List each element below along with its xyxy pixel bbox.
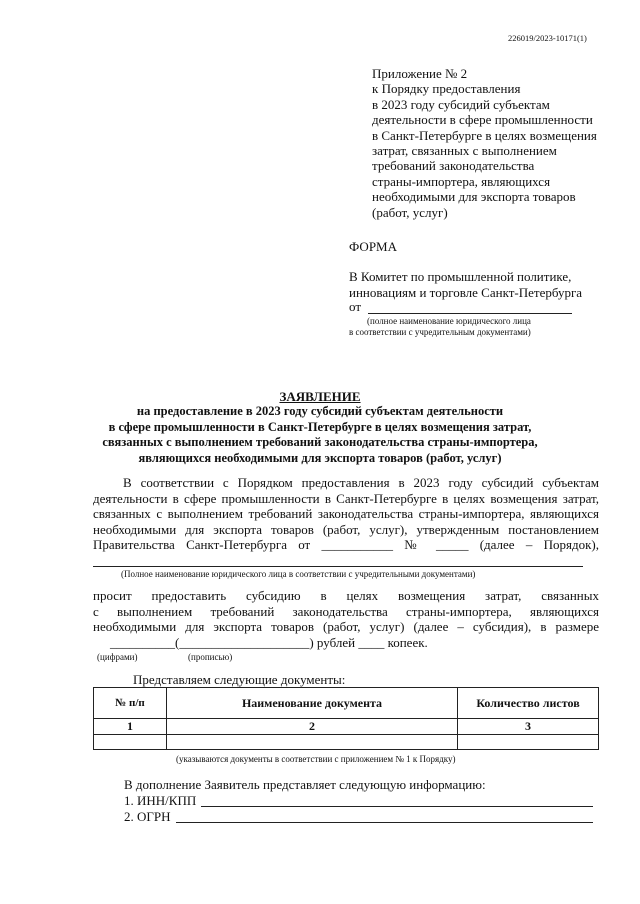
column-number-1: 1: [94, 719, 167, 735]
item-label: ИНН/КПП: [137, 793, 197, 808]
appendix-block: [372, 66, 597, 220]
addressee-from-label: от: [349, 299, 362, 314]
body-line: связанных с выполнением требований законодательства страны-импортера, являющихся: [93, 506, 599, 521]
subtitle-line: на предоставление в 2023 году субсидий субъектам деятельности: [136, 404, 504, 418]
entity-name-hint: (Полное наименование юридического лица в соответствии с учредительными документами): [121, 569, 476, 579]
subtitle-line: в сфере промышленности в Санкт-Петербурге в целях возмещения затрат,: [108, 419, 532, 434]
documents-intro: Представляем следующие документы:: [133, 672, 346, 687]
document-number: 226019/2023-10171(1): [508, 33, 587, 43]
body-line: просит предоставить субсидию в целях возмещения затрат, связанных: [93, 588, 599, 603]
item-ogrn: [124, 809, 171, 824]
ogrn-field[interactable]: [176, 822, 593, 823]
amount-words-hint: (прописью): [188, 652, 233, 662]
item-label: ОГРН: [137, 809, 171, 824]
addressee-line-2: инновациям и торговле Санкт-Петербурга: [349, 285, 583, 300]
body-paragraph-1: [93, 475, 599, 553]
appendix-line: требований законодательства: [372, 158, 535, 174]
addressee-hint-1: (полное наименование юридического лица: [367, 316, 531, 326]
appendix-line: (работ, услуг): [372, 204, 448, 220]
table-cell[interactable]: [94, 735, 167, 750]
appendix-line: к Порядку предоставления: [372, 81, 521, 97]
extra-info-intro: В дополнение Заявитель представляет следующую информацию:: [124, 777, 486, 792]
amount-digits-hint: (цифрами): [97, 652, 138, 662]
item-number: 1.: [124, 793, 134, 808]
body-line: с выполнением требований законодательства страны-импортера, являющихся: [93, 603, 599, 619]
body-line: В соответствии с Порядком предоставления в 2023 году субсидий субъектам: [123, 475, 599, 490]
statement-title: ЗАЯВЛЕНИЕ: [279, 389, 361, 404]
table-header-row: [94, 688, 599, 719]
addressee-from-field[interactable]: [368, 313, 572, 314]
documents-table: [93, 687, 599, 750]
subtitle-line: являющихся необходимыми для экспорта товаров (работ, услуг): [138, 450, 502, 465]
header-document-name: Наименование документа: [167, 688, 458, 719]
entity-name-field[interactable]: [93, 566, 583, 567]
header-number: № п/п: [94, 688, 167, 719]
table-row[interactable]: [94, 735, 599, 750]
inn-kpp-field[interactable]: [201, 806, 593, 807]
amount-line: __________(____________________) рублей ____ копеек.: [110, 634, 428, 650]
header-sheet-count: Количество листов: [458, 688, 599, 719]
statement-subtitle: [80, 404, 560, 466]
body-line: деятельности в сфере промышленности в Санкт-Петербурге в целях возмещения затрат,: [93, 490, 599, 506]
appendix-line: в Санкт-Петербурге в целях возмещения: [372, 127, 597, 143]
appendix-line: в 2023 году субсидий субъектам: [372, 96, 550, 112]
appendix-line: необходимыми для экспорта товаров: [372, 189, 576, 205]
item-inn-kpp: [124, 793, 196, 808]
column-number-2: 2: [167, 719, 458, 735]
appendix-line: затрат, связанных с выполнением: [372, 143, 557, 159]
table-cell[interactable]: [167, 735, 458, 750]
addressee-line-1: В Комитет по промышленной политике,: [349, 269, 572, 284]
subtitle-line: связанных с выполнением требований законодательства страны-импортера,: [102, 435, 538, 449]
table-number-row: [94, 719, 599, 735]
table-note: (указываются документы в соответствии с приложением № 1 к Порядку): [176, 754, 456, 764]
appendix-line: Приложение № 2: [372, 66, 468, 81]
appendix-line: деятельности в сфере промышленности: [372, 112, 593, 128]
table-cell[interactable]: [458, 735, 599, 750]
body-line: необходимыми для экспорта товаров (работ, услуг) (далее – субсидия), в размере: [93, 619, 599, 634]
appendix-line: страны-импортера, являющихся: [372, 173, 551, 189]
body-line: необходимыми для экспорта товаров (работ, услуг), утвержденным постановлением: [93, 521, 599, 537]
form-label: ФОРМА: [349, 239, 397, 254]
body-paragraph-2: [93, 588, 599, 650]
body-line: Правительства Санкт-Петербурга от ___________ № _____ (далее – Порядок),: [93, 537, 599, 552]
addressee-hint-2: в соответствии с учредительным документами): [349, 327, 531, 337]
item-number: 2.: [124, 809, 134, 824]
column-number-3: 3: [458, 719, 599, 735]
